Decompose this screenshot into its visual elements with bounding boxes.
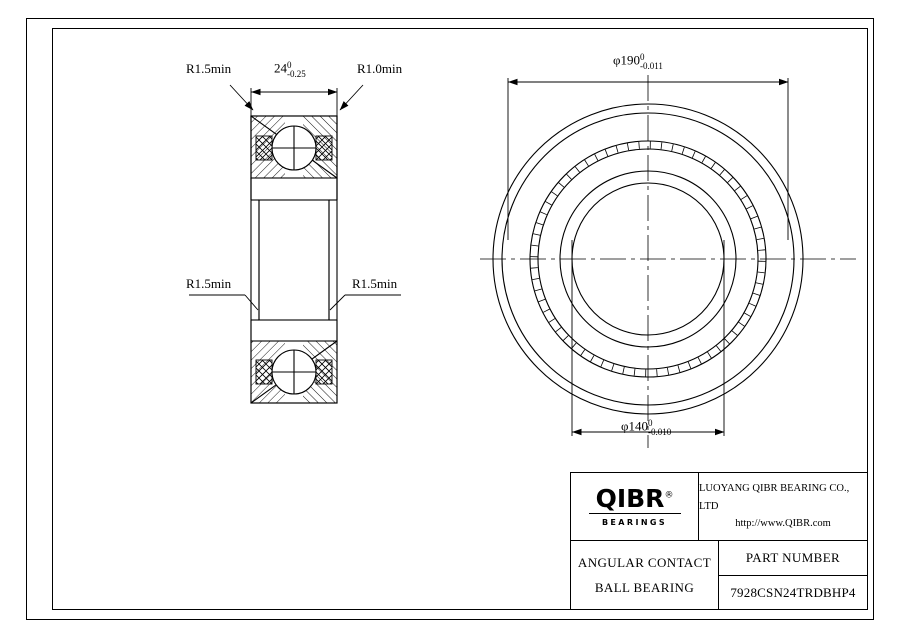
logo-brand-text: QIBR® bbox=[595, 484, 674, 513]
dimension-width-24 bbox=[251, 88, 337, 116]
company-website[interactable]: http://www.QIBR.com bbox=[735, 518, 831, 530]
title-block-header bbox=[571, 473, 867, 541]
label-bore-diameter: φ140 0 -0.010 bbox=[621, 418, 672, 438]
logo-tagline: BEARINGS bbox=[601, 518, 668, 527]
label-r10min-top-right: R1.0min bbox=[357, 61, 403, 76]
label-outer-diameter: φ190 0 -0.011 bbox=[613, 52, 663, 72]
part-number-block bbox=[719, 541, 867, 610]
product-type-line2: BALL BEARING bbox=[594, 579, 695, 595]
label-r15min-bottom-left: R1.5min bbox=[186, 276, 232, 291]
part-number-label: PART NUMBER bbox=[719, 541, 867, 576]
title-block bbox=[570, 472, 868, 610]
registered-trademark-icon: ® bbox=[664, 490, 674, 501]
section-view bbox=[251, 116, 337, 403]
logo-divider bbox=[589, 513, 681, 514]
company-info bbox=[699, 473, 867, 540]
label-r15min-bottom-right: R1.5min bbox=[352, 276, 398, 291]
product-type-line1: ANGULAR CONTACT bbox=[577, 555, 712, 571]
title-block-body bbox=[571, 541, 867, 610]
center-lines bbox=[480, 75, 856, 448]
label-r15min-top-left: R1.5min bbox=[186, 61, 232, 76]
part-number-value: 7928CSN24TRDBHP4 bbox=[730, 584, 856, 600]
company-logo bbox=[571, 473, 699, 540]
label-width-24: 24 0 -0.25 bbox=[274, 60, 306, 80]
company-name: LUOYANG QIBR BEARING CO., LTD bbox=[699, 482, 850, 512]
product-type bbox=[571, 541, 719, 610]
